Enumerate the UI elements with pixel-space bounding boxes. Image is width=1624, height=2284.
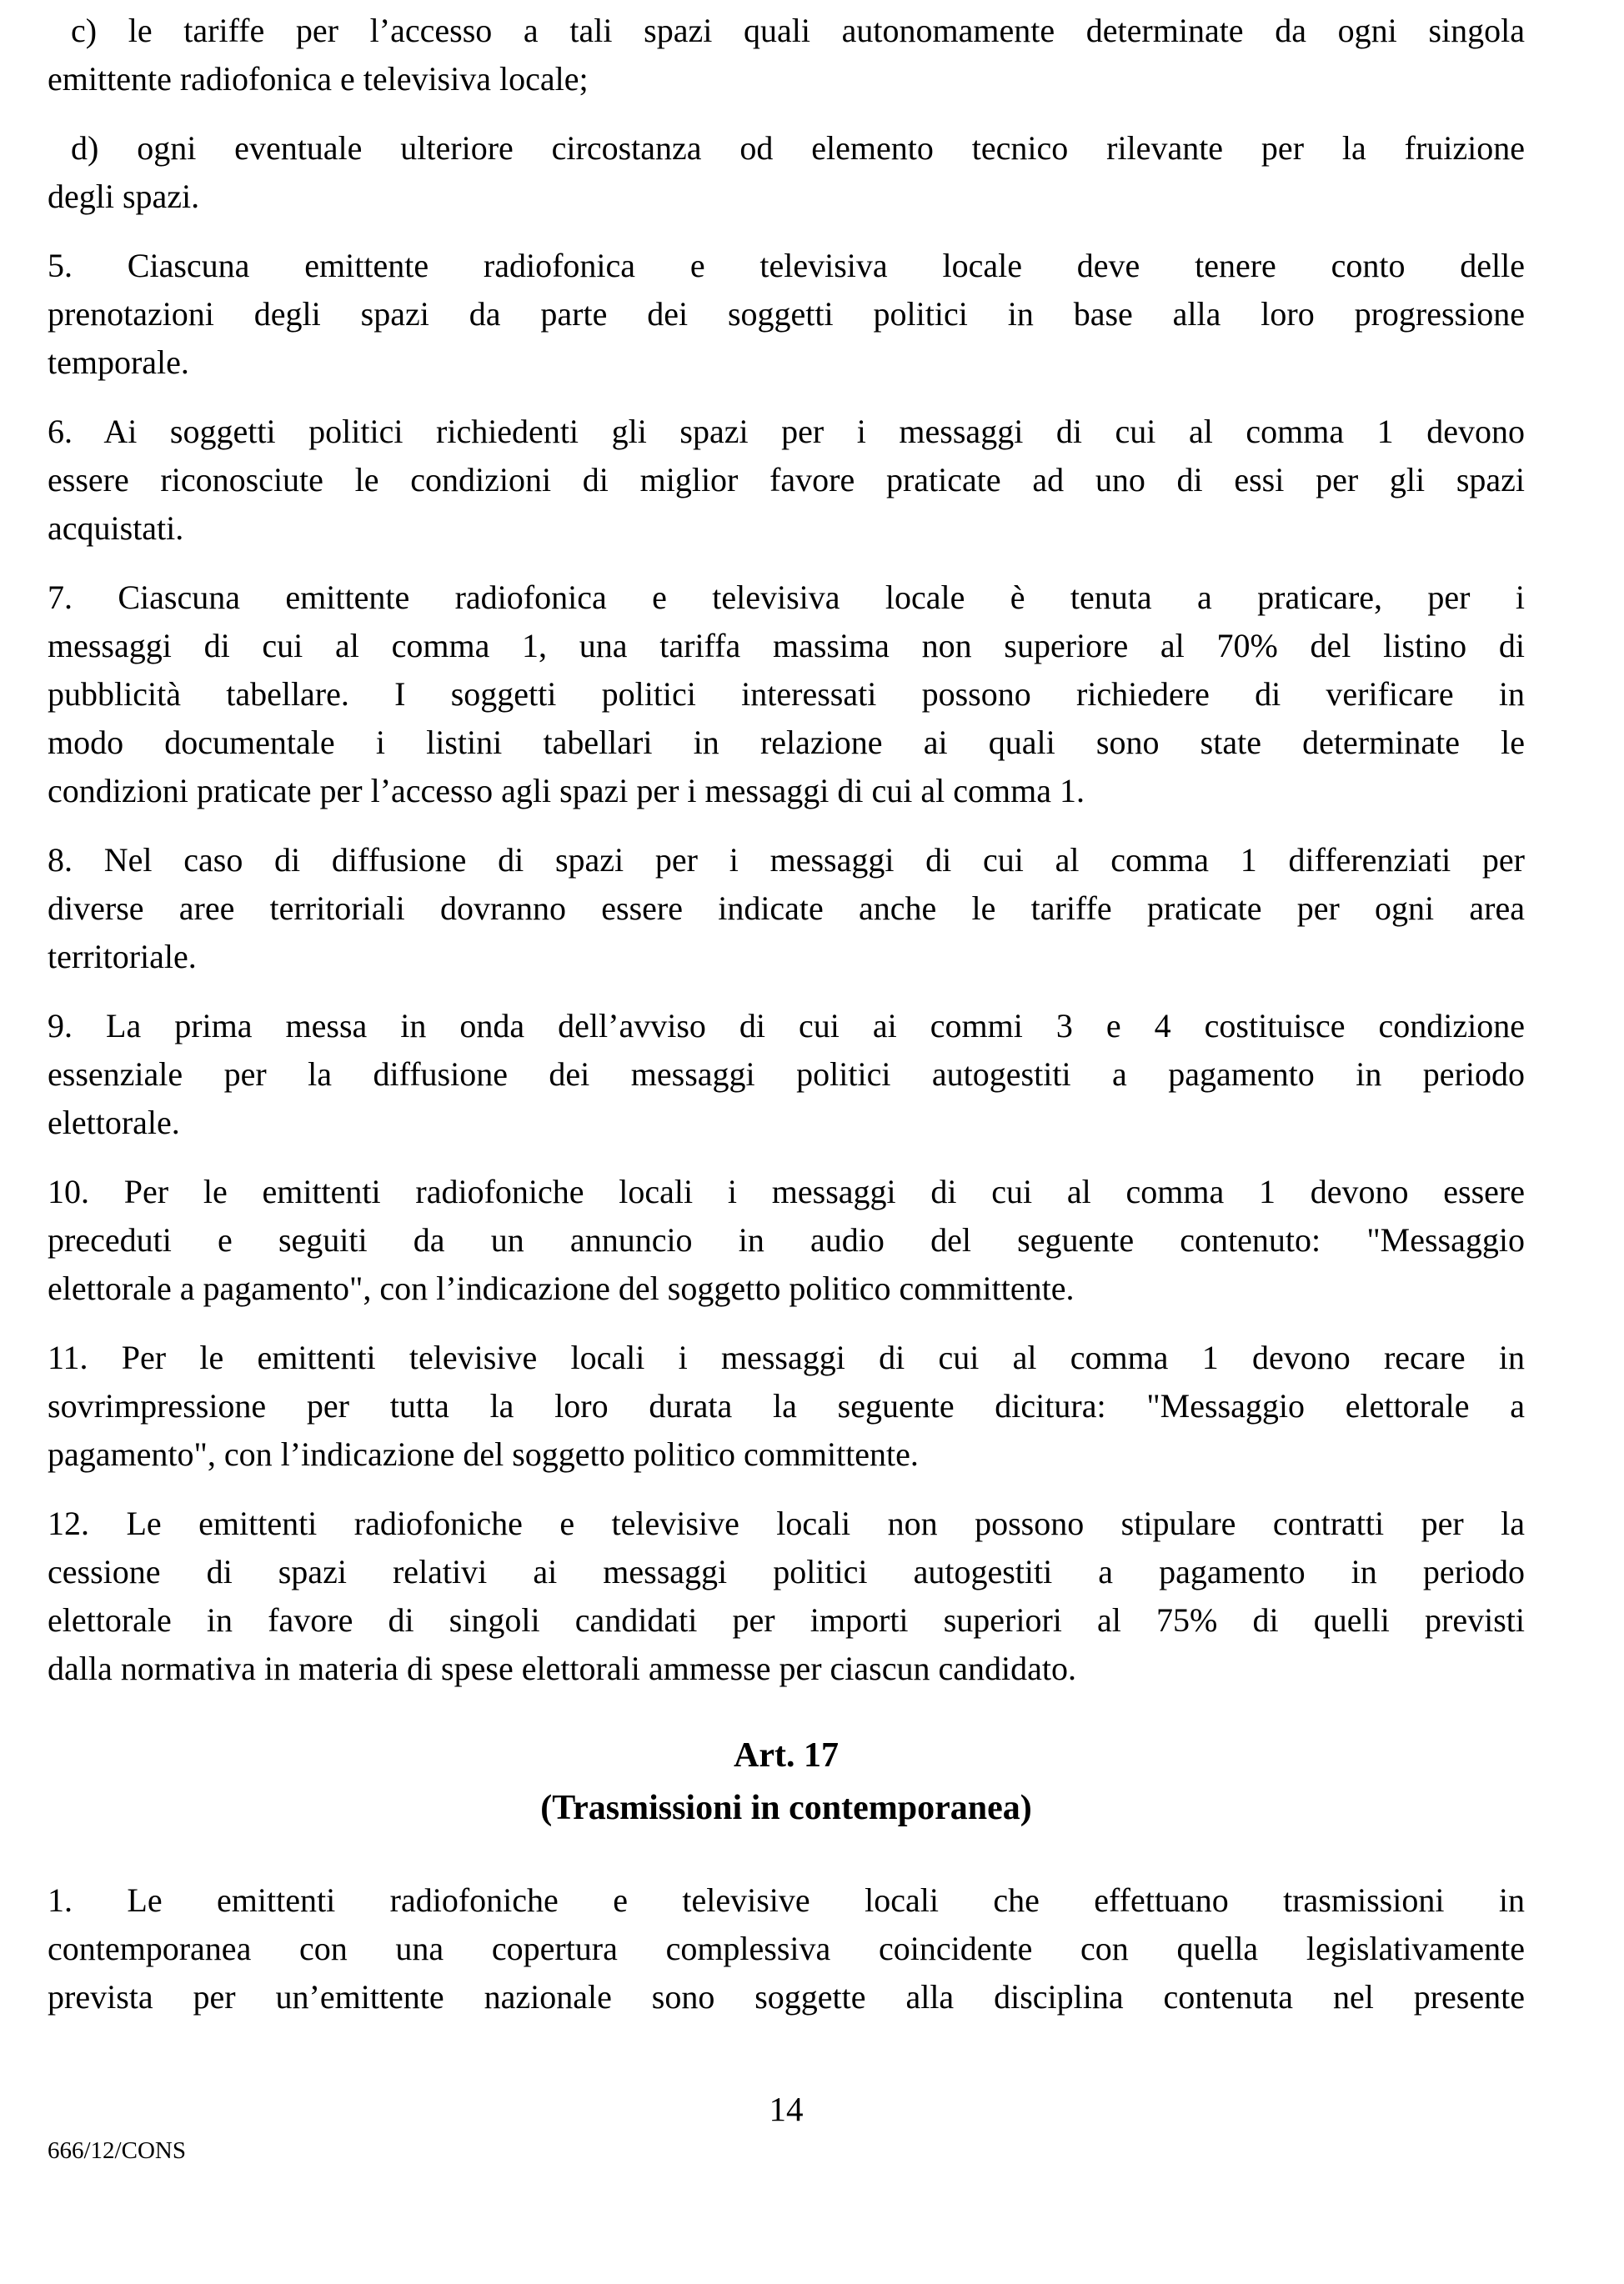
paragraph-item-d — [48, 124, 1525, 221]
paragraph-comma-5 — [48, 242, 1525, 387]
text-line: pagamento", con l’indicazione del soggetto politico committente. — [48, 1435, 919, 1473]
text-line: essere riconosciute le condizioni di miglior favore praticate ad uno di essi per gli spazi — [48, 461, 1525, 498]
text-line: 7. Ciascuna emittente radiofonica e televisiva locale è tenuta a praticare, per i — [48, 579, 1525, 616]
paragraph-comma-6 — [48, 408, 1525, 553]
text-line: c) le tariffe per l’accesso a tali spazi quali autonomamente determinate da ogni singola — [71, 12, 1525, 49]
paragraph-comma-9 — [48, 1002, 1525, 1147]
paragraph-comma-12 — [48, 1500, 1525, 1693]
page-number: 14 — [769, 2090, 804, 2128]
paragraph-comma-11 — [48, 1334, 1525, 1479]
text-line: temporale. — [48, 343, 189, 381]
text-line: dalla normativa in materia di spese elettorali ammesse per ciascun candidato. — [48, 1650, 1076, 1687]
text-line: cessione di spazi relativi ai messaggi politici autogestiti a pagamento in periodo — [48, 1553, 1525, 1590]
text-line: preceduti e seguiti da un annuncio in audio del seguente contenuto: "Messaggio — [48, 1221, 1525, 1259]
paragraph-comma-8 — [48, 836, 1525, 981]
text-line: messaggi di cui al comma 1, una tariffa massima non superiore al 70% del listino di — [48, 627, 1525, 664]
text-line: modo documentale i listini tabellari in relazione ai quali sono state determinate le — [48, 724, 1525, 761]
paragraph-item-c — [48, 7, 1525, 103]
text-line: 10. Per le emittenti radiofoniche locali i messaggi di cui al comma 1 devono essere — [48, 1173, 1525, 1210]
text-line: degli spazi. — [48, 178, 200, 215]
text-line: territoriale. — [48, 938, 197, 975]
document-reference: 666/12/CONS — [48, 2137, 186, 2164]
text-line: elettorale a pagamento", con l’indicazione del soggetto politico committente. — [48, 1270, 1075, 1307]
paragraph-comma-7 — [48, 574, 1525, 815]
text-line: 9. La prima messa in onda dell’avviso di cui ai commi 3 e 4 costituisce condizione — [48, 1007, 1525, 1044]
text-line: sovrimpressione per tutta la loro durata la seguente dicitura: "Messaggio elettorale a — [48, 1387, 1525, 1425]
paragraph-comma-10 — [48, 1168, 1525, 1313]
text-line: elettorale in favore di singoli candidati per importi superiori al 75% di quelli previsti — [48, 1601, 1525, 1639]
article-title: (Trasmissioni in contemporanea) — [540, 1789, 1032, 1827]
document-body — [48, 7, 1525, 2042]
text-line: prevista per un’emittente nazionale sono soggette alla disciplina contenuta nel presente — [48, 1978, 1525, 2016]
text-line: emittente radiofonica e televisiva locale; — [48, 60, 589, 98]
text-line: essenziale per la diffusione dei messaggi politici autogestiti a pagamento in periodo — [48, 1055, 1525, 1093]
text-line: 12. Le emittenti radiofoniche e televisive locali non possono stipulare contratti per la — [48, 1505, 1525, 1542]
text-line: 1. Le emittenti radiofoniche e televisive locali che effettuano trasmissioni in — [48, 1881, 1525, 1919]
text-line: 5. Ciascuna emittente radiofonica e televisiva locale deve tenere conto delle — [48, 247, 1525, 284]
text-line: prenotazioni degli spazi da parte dei soggetti politici in base alla loro progressione — [48, 295, 1525, 333]
text-line: pubblicità tabellare. I soggetti politici interessati possono richiedere di verificare in — [48, 675, 1525, 713]
text-line: d) ogni eventuale ulteriore circostanza od elemento tecnico rilevante per la fruizione — [71, 129, 1525, 167]
text-line: contemporanea con una copertura complessiva coincidente con quella legislativamente — [48, 1930, 1525, 1967]
text-line: 8. Nel caso di diffusione di spazi per i messaggi di cui al comma 1 differenziati per — [48, 841, 1525, 879]
text-line: 11. Per le emittenti televisive locali i messaggi di cui al comma 1 devono recare in — [48, 1339, 1525, 1376]
article-heading — [48, 1730, 1525, 1835]
text-line: 6. Ai soggetti politici richiedenti gli spazi per i messaggi di cui al comma 1 devono — [48, 413, 1525, 450]
text-line: diverse aree territoriali dovranno essere indicate anche le tariffe praticate per ogni area — [48, 889, 1525, 927]
article-number: Art. 17 — [734, 1736, 839, 1775]
text-line: condizioni praticate per l’accesso agli spazi per i messaggi di cui al comma 1. — [48, 772, 1085, 809]
text-line: elettorale. — [48, 1104, 180, 1141]
text-line: acquistati. — [48, 509, 184, 547]
paragraph-art17-comma-1 — [48, 1876, 1525, 2021]
